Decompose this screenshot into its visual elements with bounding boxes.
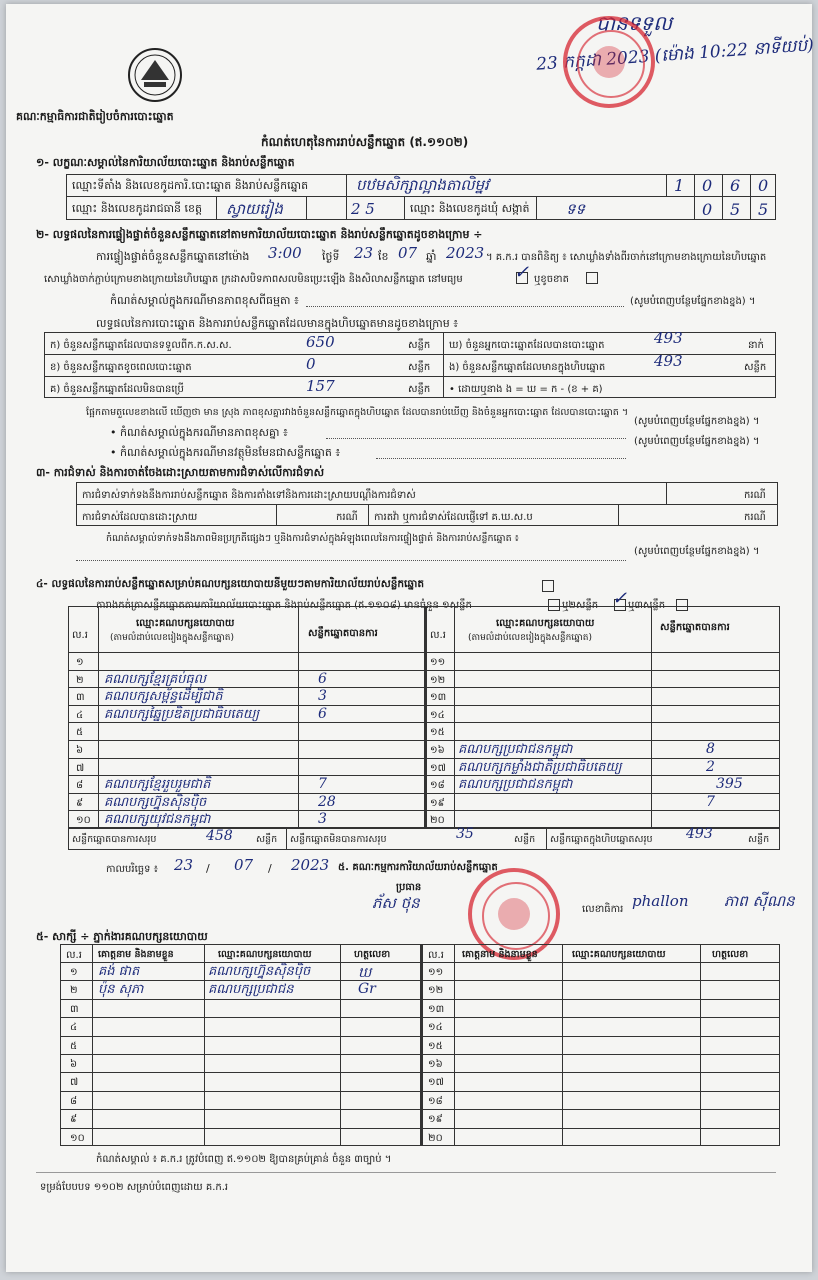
- table-row-number: ១៤: [428, 1022, 443, 1034]
- witness-row-divider: [60, 999, 780, 1000]
- section1-title: ១- លក្ខណៈសម្គាល់នៃការិយាល័យបោះឆ្នោត និងរាប់សន្លឹកឆ្នោត: [36, 156, 295, 169]
- table-row-number: ១១: [430, 657, 446, 668]
- commune-code-3: 5: [758, 200, 769, 219]
- abnormal-note-label: កំណត់សម្គាល់ក្នុងករណីមានភាពខុសពីធម្មតា ៖: [110, 294, 299, 307]
- table-row-number: ៦: [70, 1059, 78, 1070]
- footnote: កំណត់សម្គាល់ ៖ គ.ក.រ ត្រូវបំពេញ ឥ.១១០២ ឱ្យបានគ្រប់គ្រាន់ ចំនួន ៣ច្បាប់ ។: [96, 1154, 392, 1165]
- sheets-intro: តារាងកត់ត្រាសន្លឹកឆ្នោតតាមការិយាល័យបោះឆ្នោត និងរាប់សន្លឹកឆ្នោត (ឥ.១១០៨) មានចំនួន ១សន្លឹក: [96, 600, 472, 611]
- count-c-unit: សន្លឹក: [408, 384, 431, 395]
- count-d-label: ឃ) ចំនួនអ្នកបោះឆ្នោតដែលបានបោះឆ្នោត: [449, 340, 605, 351]
- date-month: 07: [234, 856, 254, 874]
- chair-label: ប្រធាន: [396, 882, 422, 893]
- count-b-unit: សន្លឹក: [408, 362, 431, 373]
- damaged-label: ឬខូចខាត: [534, 274, 569, 285]
- secretary-name: ភាព ស៊ីណន: [724, 892, 795, 910]
- totals-row: [68, 828, 780, 850]
- witness-row-divider: [60, 1128, 780, 1129]
- witness-col-party-left: ឈ្មោះគណបក្សនយោបាយ: [218, 949, 312, 960]
- table-row-number: ១៨: [428, 1095, 443, 1107]
- results-row-divider: [68, 740, 780, 741]
- results-intro: លទ្ធផលនៃការបោះឆ្នោត និងការរាប់សន្លឹកឆ្នោតដែលមានក្នុងហិបឆ្នោតមានដូចខាងក្រោម ៖: [96, 317, 459, 330]
- witness-row-divider: [60, 1109, 780, 1110]
- total-invalid: 35: [456, 826, 474, 842]
- verify-time-label: ការផ្ទៀងផ្ទាត់ចំនួនសន្លឹកឆ្នោតនៅម៉ោង: [96, 250, 250, 263]
- table-row-number: ២០: [430, 815, 445, 827]
- witness-party: គណបក្សប្រជាជន: [208, 982, 294, 998]
- witness-signature: Gr: [358, 981, 376, 998]
- results-col-votes-right: សន្លឹកឆ្នោតបានការ: [660, 622, 730, 633]
- table-row-number: ១៨: [430, 780, 445, 792]
- total-box: 493: [686, 826, 713, 842]
- sheet-1-checkbox: [542, 580, 554, 592]
- form-paper: [6, 4, 815, 1272]
- results-col-party-right: ឈ្មោះគណបក្សនយោបាយ: [496, 618, 595, 629]
- table-row-number: ៣: [76, 692, 85, 704]
- receipt-note: បានទទួល: [596, 11, 673, 35]
- damaged-checkbox: [586, 272, 598, 284]
- total-box-unit: សន្លឹក: [748, 834, 770, 845]
- table-row-number: ១៥: [430, 727, 445, 739]
- sheet-2-check-mark: ✓: [612, 588, 628, 609]
- table-row-number: ៨: [76, 780, 84, 792]
- verify-month: 07: [398, 244, 418, 262]
- party-name: គណបក្សហ្វ៊ុនស៊ិនប៉ិច: [104, 794, 207, 810]
- party-votes: 6: [318, 705, 327, 722]
- total-valid: 458: [206, 828, 233, 844]
- verify-day-label: ថ្ងៃទី: [322, 250, 340, 263]
- count-c-value: 157: [306, 377, 335, 395]
- table-row-number: ១៦: [430, 745, 445, 756]
- table-row-number: ៧: [76, 762, 85, 774]
- party-votes: 8: [706, 741, 715, 757]
- official-stamp-top: [563, 16, 655, 108]
- party-name: គណបក្សឆ្នៃប្រឌិតប្រជាធិបតេយ្យ: [104, 706, 260, 722]
- witness-signature: ឃ: [358, 965, 372, 981]
- commune-code-2: 5: [730, 200, 741, 219]
- form-title: កំណត់ហេតុនៃការរាប់សន្លឹកឆ្នោត (ឥ.១១០២): [261, 135, 469, 149]
- witness-name: ប៉ុន សុភា: [98, 982, 144, 998]
- results-col-no-right: ល.រ: [430, 630, 446, 641]
- count-b-label: ខ) ចំនួនសន្លឹកឆ្នោតខូចពេលបោះឆ្នោត: [50, 362, 192, 373]
- date-year: 2023: [291, 856, 330, 874]
- table-row-number: ៥: [70, 1040, 78, 1052]
- province-code: 2 5: [351, 200, 375, 218]
- witness-party: គណបក្សហ្វ៊ុនស៊ិនប៉ិច: [208, 964, 311, 979]
- party-name: គណបក្សខ្មែររួបរួមជាតិ: [104, 777, 211, 793]
- count-e-label: ង) ចំនួនសន្លឹកឆ្នោតដែលមានក្នុងហិបឆ្នោត: [449, 362, 606, 373]
- table-row-number: ២: [76, 674, 84, 686]
- secretary-signature: phallon: [632, 892, 689, 910]
- party-name: គណបក្សកម្លាំងជាតិប្រជាធិបតេយ្យ: [458, 759, 622, 775]
- witness-row-divider: [60, 1054, 780, 1055]
- table-row-number: ១១: [428, 967, 444, 978]
- witness-row-divider: [60, 1072, 780, 1073]
- irregularity-note: កំណត់សម្គាល់ទាក់ទងនឹងភាពមិនប្រក្រតីផ្សេងៗ ឬនិងការជំទាស់ក្នុងអំឡុងពេលនៃការផ្ទៀងផ្ទាត់ និងការរាប់សន្លឹកឆ្នោត ៖: [106, 533, 519, 544]
- count-b-value: 0: [306, 355, 316, 373]
- total-valid-label: សន្លឹកឆ្នោតបានការសរុប: [72, 834, 157, 845]
- location-code-3: 6: [730, 176, 741, 195]
- table-row-number: ១០: [76, 815, 91, 827]
- table-row-number: ១: [70, 967, 78, 978]
- party-name: គណបក្សប្រជាជនកម្ពុជា: [458, 742, 573, 757]
- total-invalid-unit: សន្លឹក: [514, 834, 536, 845]
- section4-title: ៤- លទ្ធផលនៃការរាប់សន្លឹកឆ្នោតសម្រាប់គណបក្សនយោបាយនីមួយៗតាមការិយាល័យរាប់សន្លឹកឆ្នោត: [36, 578, 425, 590]
- location-code-1: 1: [674, 176, 685, 195]
- verify-month-label: ខែ: [378, 250, 389, 263]
- table-row-number: ៤: [70, 1022, 78, 1034]
- party-votes: 6: [318, 670, 327, 687]
- witness-col-name-right: គោត្តនាម និងនាមខ្លួន: [462, 949, 538, 960]
- intact-check-mark: ✓: [514, 262, 530, 283]
- province-label: ឈ្មោះ និងលេខកូដរាជធានី ខេត្ត: [72, 202, 202, 215]
- witness-row-divider: [60, 1036, 780, 1037]
- table-row-number: ១៣: [430, 692, 447, 704]
- party-votes: 3: [318, 688, 327, 705]
- table-row-number: ២០: [428, 1132, 443, 1144]
- fill-note-4: (សូមបំពេញបន្ថែមផ្នែកខាងខ្នង) ។: [634, 546, 760, 557]
- results-col-votes-left: សន្លឹកឆ្នោតបានការ: [308, 628, 378, 639]
- verify-line2: សោឃ្លាំងចាក់ភ្ជាប់ក្រោមខាងក្រោយនៃហិបឆ្នោត ក្រដាសបិទភាពសលមិនប្រេះឡើង និងសិលាសន្លឹកឆ្នោត នៅមធ្យម: [44, 274, 463, 285]
- total-invalid-label: សន្លឹកឆ្នោតមិនបានការសរុប: [290, 834, 387, 845]
- table-row-number: ៩: [76, 797, 84, 809]
- count-committee-label: ៥. គណៈកម្មការការិយាល័យរាប់សន្លឹកឆ្នោត: [338, 862, 498, 873]
- chair-name: ភ័ស ថុន: [372, 894, 420, 912]
- table-row-number: ១៤: [430, 709, 445, 721]
- count-d-value: 493: [654, 329, 683, 347]
- discrepancy-line: ផ្អែកតាមតួលេខខាងលើ ឃើញថា មាន ស្រុង ភាពខុសគ្នារវាងចំនួនសន្លឹកឆ្នោតក្នុងហិបឆ្នោត ដែលបានរាប់ឃើញ និងចំនួនអ្នកបោះឆ្នោត ដែលបានបោះឆ្នោត ។: [86, 407, 629, 418]
- witness-col-party-right: ឈ្មោះគណបក្សនយោបាយ: [572, 949, 666, 960]
- table-row-number: ៥: [76, 727, 84, 739]
- verify-year: 2023: [446, 244, 485, 262]
- table-row-number: ១២: [430, 674, 446, 686]
- section3-title: ៣- ការជំទាស់ និងការចាត់ចែងដោះស្រាយតាមការជំទាស់លើការជំទាស់: [36, 466, 325, 479]
- count-d-unit: នាក់: [748, 340, 764, 351]
- table-row-number: ១០: [70, 1132, 85, 1144]
- objection-row1-unit: ករណី: [744, 490, 766, 501]
- witness-col-no-right: ល.រ: [428, 950, 444, 961]
- nec-emblem-icon: [126, 46, 184, 104]
- table-row-number: ៨: [70, 1095, 78, 1107]
- verify-year-label: ឆ្នាំ: [426, 250, 437, 263]
- witness-row-divider: [60, 1017, 780, 1018]
- table-row-number: ១៦: [428, 1059, 443, 1070]
- objection-row2a-unit: ករណី: [336, 512, 358, 523]
- table-row-number: ១៥: [428, 1040, 443, 1052]
- results-row-divider: [68, 722, 780, 723]
- witness-col-no-left: ល.រ: [66, 950, 82, 961]
- party-name: គណបក្សយុវជនកម្ពុជា: [104, 812, 211, 828]
- location-label: ឈ្មោះទីតាំង និងលេខកូដការិ.បោះឆ្នោត និងរាប់សន្លឹកឆ្នោត: [72, 179, 309, 192]
- results-col-party-sub-left: (តាមលំដាប់លេខរៀងក្នុងសន្លឹកឆ្នោត): [110, 633, 234, 643]
- table-row-number: ១៧: [428, 1077, 444, 1089]
- date-label: កាលបរិច្ឆេទ ៖: [106, 864, 159, 875]
- table-row-number: ៧: [70, 1077, 79, 1089]
- total-box-label: សន្លឹកឆ្នោតក្នុងហិបឆ្នោតសរុប: [550, 834, 653, 845]
- table-row-number: ៤: [76, 709, 84, 721]
- objection-row2b: ការតវ៉ា ឬការជំទាស់ដែលផ្ញើទៅ គ.ឃ.ស.ប: [374, 512, 533, 523]
- witness-name: គង់ ផាត: [98, 964, 140, 979]
- witness-col-name-left: គោត្តនាម និងនាមខ្លួន: [98, 949, 174, 960]
- location-value: បឋមសិក្សាល្អាងតាលិម្នវ: [356, 176, 489, 194]
- commune-value: ទទ: [566, 200, 586, 218]
- objection-row2b-unit: ករណី: [744, 512, 766, 523]
- witness-col-sign-right: ហត្ថលេខា: [712, 949, 749, 960]
- party-name: គណបក្សខ្មែរគ្រប់ធុល: [104, 671, 207, 687]
- witness-row-divider: [60, 980, 780, 981]
- total-valid-unit: សន្លឹក: [256, 834, 278, 845]
- witness-row-divider: [60, 1091, 780, 1092]
- foreign-object-note: • កំណត់សម្គាល់ក្នុងករណីមានវត្ថុមិនមែនជាសន្លឹកឆ្នោត ៖: [110, 446, 341, 459]
- party-votes: 7: [706, 793, 715, 810]
- witness-col-sign-left: ហត្ថលេខា: [354, 949, 391, 960]
- date-day: 23: [174, 856, 194, 874]
- party-votes: 2: [706, 758, 715, 775]
- count-a-unit: សន្លឹក: [408, 340, 431, 351]
- table-row-number: ៣: [70, 1003, 79, 1015]
- date-sep-2: /: [268, 862, 272, 875]
- fill-note-3: (សូមបំពេញបន្ថែមផ្នែកខាងខ្នង) ។: [634, 436, 760, 447]
- sheet-3-label: ឬ៣សន្លឹក: [628, 600, 666, 611]
- form-version: ទម្រង់បែបបទ ១១០២ សម្រាប់បំពេញដោយ គ.ក.រ: [40, 1182, 229, 1193]
- table-row-number: ៦: [76, 745, 84, 756]
- count-c-label: គ) ចំនួនសន្លឹកឆ្នោតដែលមិនបានប្រើ: [50, 384, 184, 395]
- party-votes: 28: [318, 793, 336, 810]
- table-row-number: ១៩: [430, 797, 445, 809]
- fill-note-1: (សូមបំពេញបន្ថែមផ្នែកខាងខ្នង) ។: [630, 296, 756, 307]
- table-row-number: ១៧: [430, 762, 446, 774]
- table-row-number: ១៩: [428, 1114, 443, 1126]
- commune-code-1: 0: [702, 200, 713, 219]
- table-row-number: ៩: [70, 1114, 78, 1126]
- province-value: ស្វាយរៀង: [226, 200, 283, 218]
- party-name: គណបក្សសម្ព័ន្ធដើម្បីជាតិ: [104, 689, 223, 705]
- party-votes: 3: [318, 811, 327, 828]
- party-name: គណបក្សប្រជាជនកម្ពុជា: [458, 777, 573, 793]
- commune-label: ឈ្មោះ និងលេខកូដឃុំ សង្កាត់: [410, 202, 530, 215]
- receipt-date: 23 កក្កដា 2023 (ម៉ោង 10:22 នាទីយប់): [535, 35, 815, 75]
- discrepancy-note: • កំណត់សម្គាល់ក្នុងករណីមានភាពខុសគ្នា ៖: [110, 426, 288, 439]
- table-row-number: ២: [70, 985, 78, 997]
- sheet-2-label: ឬ២សន្លឹក: [562, 600, 599, 611]
- verify-time: 3:00: [268, 244, 302, 262]
- secretary-label: លេខាធិការ: [582, 904, 624, 915]
- results-col-party-left: ឈ្មោះគណបក្សនយោបាយ: [136, 618, 235, 629]
- results-col-party-sub-right: (តាមលំដាប់លេខរៀងក្នុងសន្លឹកឆ្នោត): [468, 633, 592, 643]
- location-code-2: 0: [702, 176, 713, 195]
- results-row-divider: [68, 758, 780, 759]
- table-row-number: ១៣: [428, 1003, 445, 1015]
- verify-day: 23: [354, 244, 374, 262]
- section2-title: ២- លទ្ធផលនៃការផ្ទៀងផ្ទាត់ចំនួនសន្លឹកឆ្នោតនៅតាមការិយាល័យបោះឆ្នោត និងរាប់សន្លឹកឆ្នោតដូចខាងក្រោម ÷: [36, 228, 483, 241]
- formula: • ដោយឬនាង ង = ឃ = ក - (ខ + គ): [449, 384, 603, 395]
- results-col-no-left: ល.រ: [72, 630, 88, 641]
- party-votes: 7: [318, 776, 327, 793]
- count-e-value: 493: [654, 352, 683, 370]
- objection-row1: ការជំទាស់ទាក់ទងនឹងការរាប់សន្លឹកឆ្នោត និងការតាំងទៅនិងការដោះស្រាយបណ្ដឹងការជំទាស់: [82, 490, 416, 501]
- table-row-number: ១: [76, 657, 84, 668]
- committee-name: គណៈកម្មាធិការជាតិរៀបចំការបោះឆ្នោត: [16, 110, 174, 123]
- objection-row2a: ការជំទាស់ដែលបានដោះស្រាយ: [82, 512, 198, 523]
- verify-line1-end: ។ គ.ក.រ បានពិនិត្យ ៖ សោឃ្លាំងទាំងពីរចាក់នៅក្រោមខាងក្រោយនៃហិបឆ្នោត: [486, 252, 767, 263]
- section5-title: ៥- សាក្សី ÷ ភ្នាក់ងារគណបក្សនយោបាយ: [36, 930, 208, 943]
- fill-note-2: (សូមបំពេញបន្ថែមផ្នែកខាងខ្នង) ។: [634, 416, 760, 427]
- count-a-value: 650: [306, 333, 335, 351]
- count-e-unit: សន្លឹក: [744, 362, 767, 373]
- date-sep-1: /: [206, 862, 210, 875]
- count-a-label: ក) ចំនួនសន្លឹកឆ្នោតដែលបានទទួលពីក.ក.ស.ស.: [50, 340, 232, 351]
- location-code-4: 0: [758, 176, 769, 195]
- table-row-number: ១២: [428, 985, 444, 997]
- party-votes: 395: [716, 776, 743, 793]
